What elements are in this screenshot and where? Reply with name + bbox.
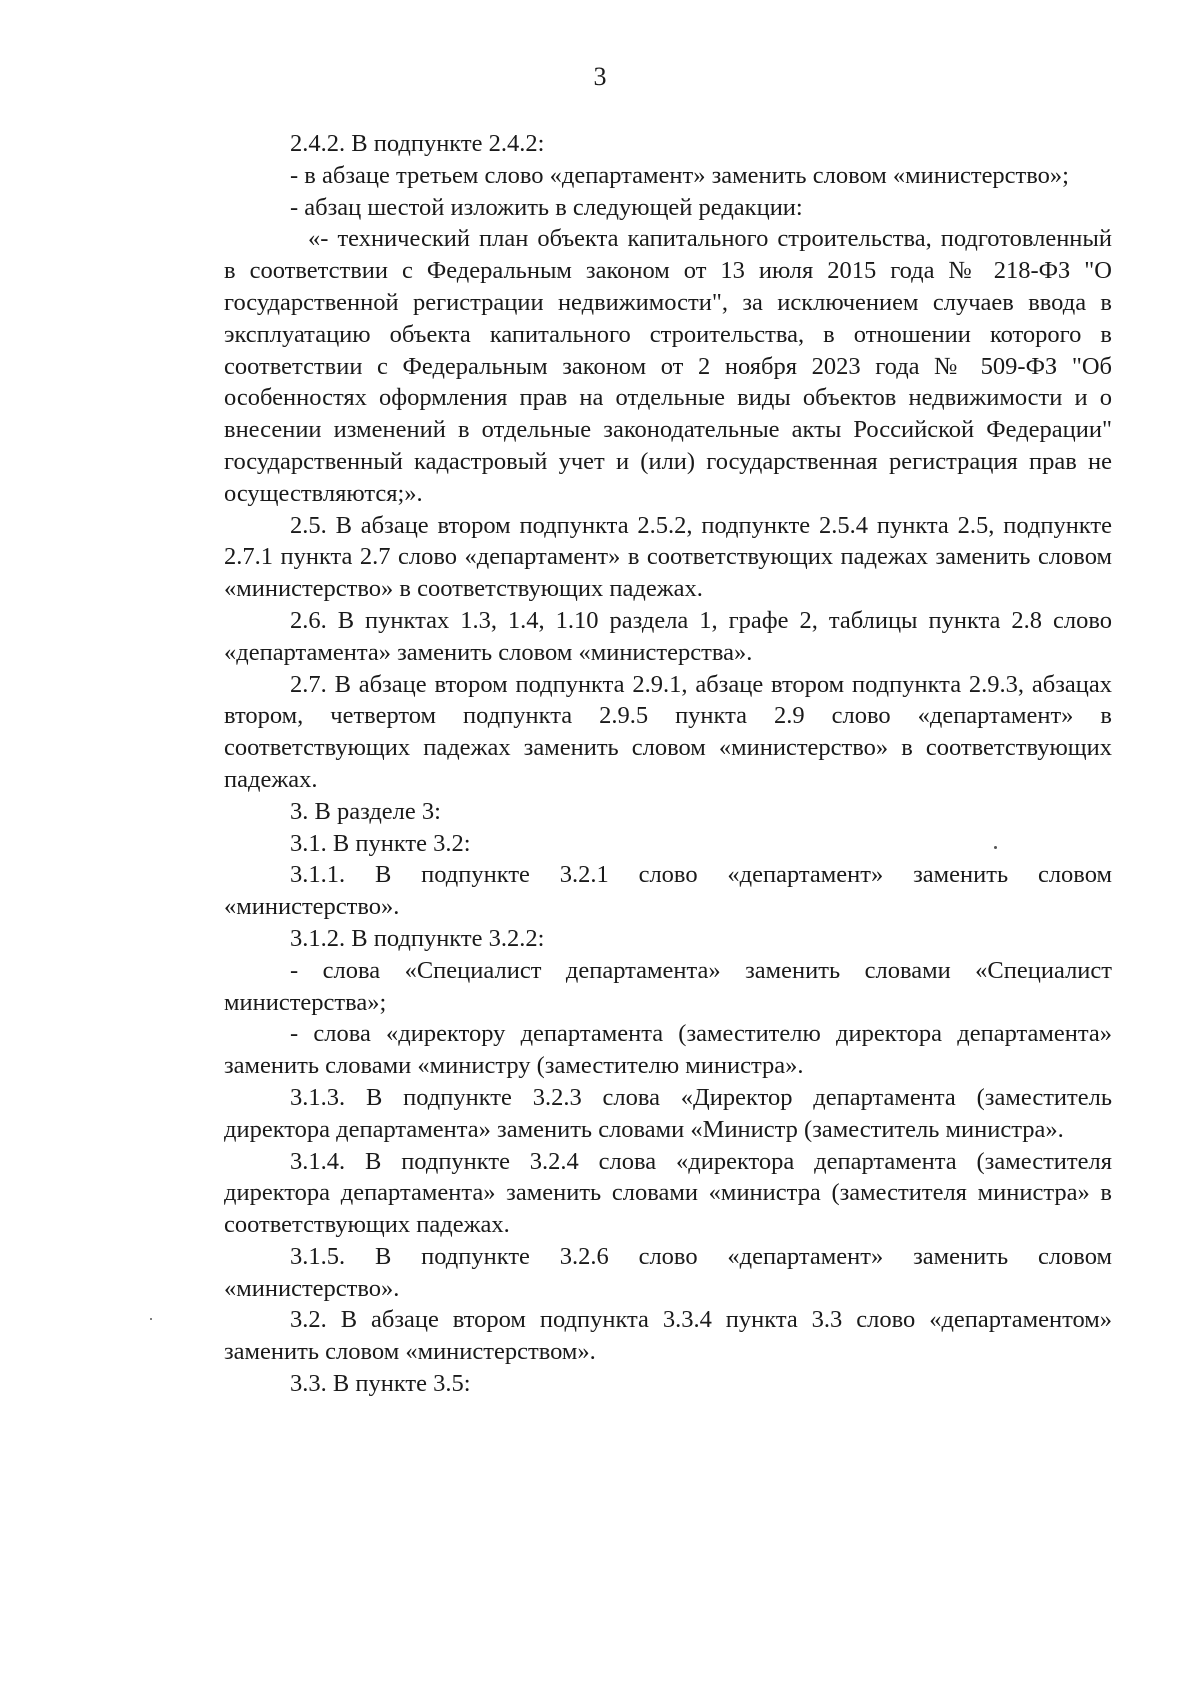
paragraph: 3. В разделе 3: [290, 797, 441, 825]
paragraph: 3.1.3. В подпункте 3.2.3 слова «Директор департамента (заместитель директора департамента» заменить словами «Министр (заместитель министра». [224, 1083, 1112, 1143]
paragraph: 2.6. В пунктах 1.3, 1.4, 1.10 раздела 1, графе 2, таблицы пункта 2.8 слово «департамента» заменить словом «министерства». [224, 606, 1112, 666]
paragraph: 3.1.1. В подпункте 3.2.1 слово «департамент» заменить словом «министерство». [224, 861, 1112, 921]
paragraph: - в абзаце третьем слово «департамент» заменить словом «министерство»; [290, 161, 1069, 189]
document-body [224, 128, 1112, 1400]
scan-speck [994, 846, 997, 849]
paragraph: 3.1.2. В подпункте 3.2.2: [290, 924, 545, 952]
paragraph: - слова «Специалист департамента» заменить словами «Специалист министерства»; [224, 956, 1112, 1016]
page-number: 3 [593, 62, 607, 91]
scan-speck [150, 1318, 152, 1320]
paragraph: 2.4.2. В подпункте 2.4.2: [290, 130, 545, 157]
paragraph: 2.5. В абзаце втором подпункта 2.5.2, подпункте 2.5.4 пункта 2.5, подпункте 2.7.1 пункта 2.7 слово «департамент» в соответствующих падежах заменить словом «министерство» в соответствующих падежах. [224, 511, 1112, 603]
paragraph: 3.1. В пункте 3.2: [290, 829, 471, 857]
paragraph: - абзац шестой изложить в следующей редакции: [290, 193, 803, 221]
paragraph: 2.7. В абзаце втором подпункта 2.9.1, абзаце втором подпункта 2.9.3, абзацах втором, четвертом подпункта 2.9.5 пункта 2.9 слово «департамент» в соответствующих падежах заменить словом «министерство» в соответствующих падежах. [224, 670, 1112, 793]
paragraph: 3.3. В пункте 3.5: [290, 1370, 471, 1398]
paragraph: - слова «директору департамента (заместителю директора департамента» заменить словами «министру (заместителю министра». [224, 1020, 1112, 1080]
paragraph: «- технический план объекта капитального строительства, подготовленный в соответствии с Федеральным законом от 13 июля 2015 года № 218-ФЗ "О государственной регистрации недвижимости", за исключением случаев ввода в эксплуатацию объекта капитального строительства, в отношении которого в соответствии с Федеральным законом от 2 ноября 2023 года № 509-ФЗ "Об особенностях оформления прав на отдельные виды объектов недвижимости и о внесении изменений в отдельные законодательные акты Российской Федерации" государственный кадастровый учет и (или) государственная регистрация прав не осуществляются;». [224, 225, 1112, 507]
paragraph: 3.1.4. В подпункте 3.2.4 слова «директора департамента (заместителя директора департамента» заменить словами «министра (заместителя министра» в соответствующих падежах. [224, 1147, 1112, 1239]
paragraph: 3.1.5. В подпункте 3.2.6 слово «департамент» заменить словом «министерство». [224, 1242, 1112, 1302]
paragraph: 3.2. В абзаце втором подпункта 3.3.4 пункта 3.3 слово «департаментом» заменить словом «министерством». [224, 1306, 1112, 1366]
